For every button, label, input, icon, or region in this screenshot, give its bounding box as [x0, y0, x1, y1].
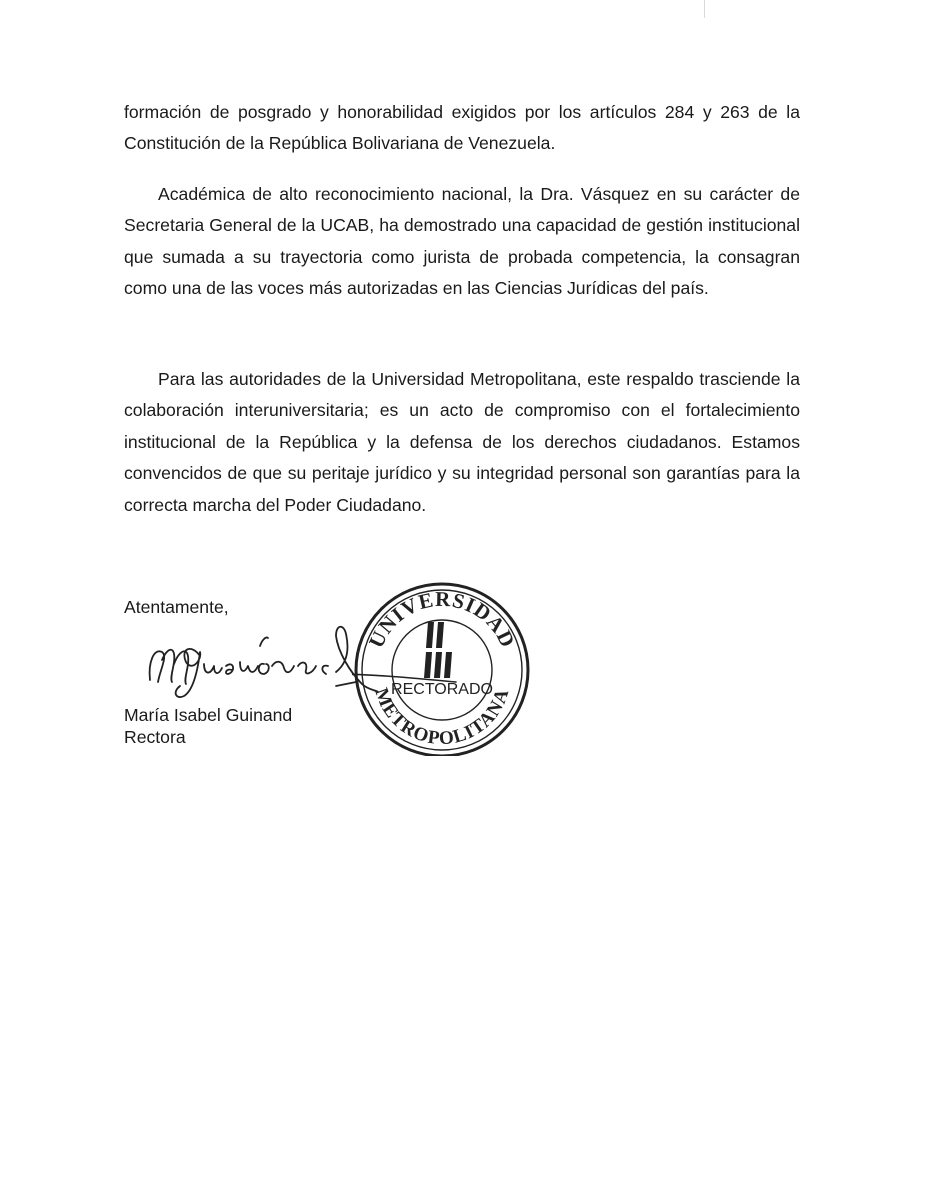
paragraph-commitment — [124, 364, 800, 521]
signer-title: Rectora — [124, 727, 186, 747]
seal-top-text: UNIVERSIDAD — [363, 586, 521, 652]
paragraph-qualifications: formación de posgrado y honorabilidad exigidos por los artículos 284 y 263 de la Constitución de la República Bolivariana de Venezuela. — [124, 102, 800, 154]
paragraph-recognition — [124, 179, 800, 305]
paragraph-commitment-text: Para las autoridades de la Universidad Metropolitana, este respaldo trasciende la colaboración interuniversitaria; es un acto de compromiso con el fortalecimiento institucional de la República y la defensa de los derechos ciudadanos. Estamos convencidos de que su peritaje jurídico y su integridad personal son garantías para la correcta marcha del Poder Ciudadano. — [124, 369, 800, 515]
handwritten-signature — [140, 612, 380, 702]
signer-name: María Isabel Guinand — [124, 705, 293, 725]
paragraph-recognition-text: Académica de alto reconocimiento nacional, la Dra. Vásquez en su carácter de Secretaria General de la UCAB, ha demostrado una capacidad de gestión institucional que sumada a su trayectoria como jurista de probada competencia, la consagran como una de las voces más autorizadas en las Ciencias Jurídicas del país. — [124, 184, 800, 299]
scan-edge-mark — [704, 0, 705, 18]
closing-salutation: Atentamente, — [124, 597, 229, 617]
seal-bottom-text: METROPOLITANA — [370, 685, 514, 750]
seal-logo-icon — [424, 622, 452, 678]
seal-center-text: RECTORADO — [391, 681, 493, 698]
university-seal-stamp — [352, 578, 532, 756]
